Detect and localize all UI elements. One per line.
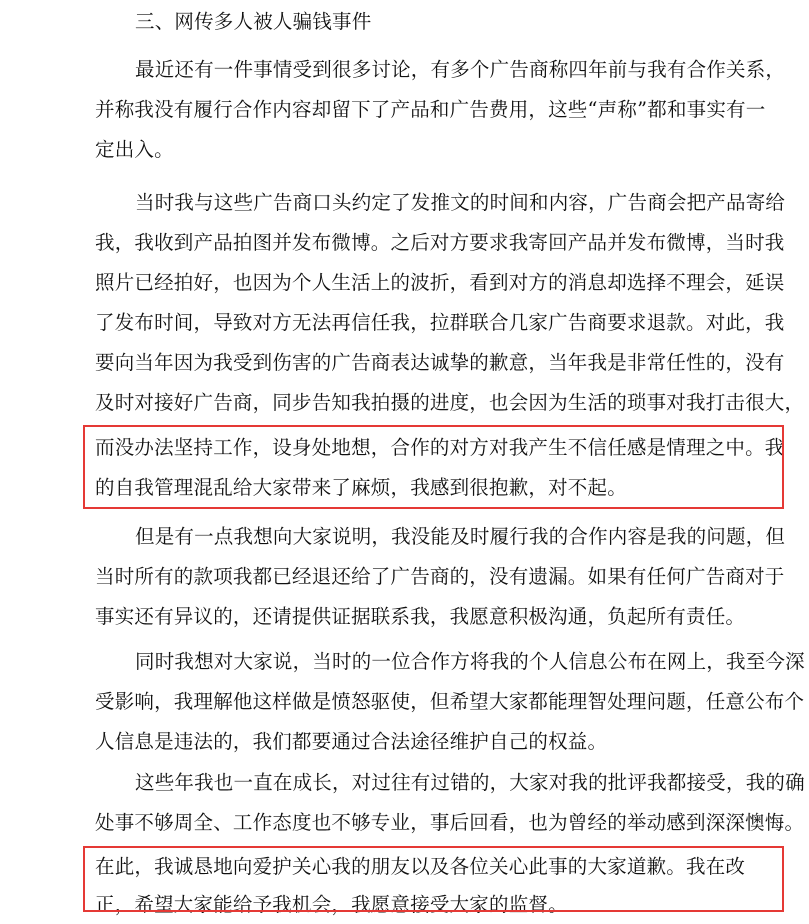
paragraph-1-line-1: 最近还有一件事情受到很多讨论，有多个广告商称四年前与我有合作关系，	[135, 58, 786, 81]
paragraph-1-line-3: 定出入。	[95, 138, 174, 161]
paragraph-4-line-1: 同时我想对大家说，当时的一位合作方将我的个人信息公布在网上，我至今深	[135, 650, 805, 673]
paragraph-5-line-4: 正，希望大家能给予我机会，我愿意接受大家的监督。	[95, 893, 568, 916]
paragraph-2-line-1: 当时我与这些广告商口头约定了发推文的时间和内容，广告商会把产品寄给	[135, 191, 786, 214]
paragraph-4-line-3: 人信息是违法的，我们都要通过合法途径维护自己的权益。	[95, 730, 608, 753]
highlight-box-apology-1	[83, 425, 784, 509]
paragraph-2-line-4: 了发布时间，导致对方无法再信任我，拉群联合几家广告商要求退款。对此，我	[95, 311, 785, 334]
paragraph-2-line-3: 照片已经拍好，也因为个人生活上的波折，看到对方的消息却选择不理会，延误	[95, 271, 785, 294]
paragraph-2-line-7: 而没办法坚持工作，设身处地想，合作的对方对我产生不信任感是情理之中。我	[95, 436, 785, 459]
paragraph-2-line-2: 我，我收到产品拍图并发布微博。之后对方要求我寄回产品并发布微博，当时我	[95, 231, 785, 254]
paragraph-5-line-2: 处事不够周全、工作态度也不够专业，事后回看，也为曾经的举动感到深深懊悔。	[95, 811, 805, 834]
paragraph-2-line-8: 的自我管理混乱给大家带来了麻烦，我感到很抱歉，对不起。	[95, 476, 627, 499]
section-heading: 三、网传多人被人骗钱事件	[135, 10, 372, 33]
paragraph-2-line-5: 要向当年因为我受到伤害的广告商表达诚挚的歉意，当年我是非常任性的，没有	[95, 351, 785, 374]
paragraph-1-line-2: 并称我没有履行合作内容却留下了产品和广告费用，这些“声称”都和事实有一	[95, 98, 766, 121]
paragraph-3-line-2: 当时所有的款项我都已经退还给了广告商的，没有遗漏。如果有任何广告商对于	[95, 565, 785, 588]
paragraph-3-line-3: 事实还有异议的，还请提供证据联系我，我愿意积极沟通，负起所有责任。	[95, 605, 746, 628]
paragraph-2-line-6: 及时对接好广告商，同步告知我拍摄的进度，也会因为生活的琐事对我打击很大，	[95, 391, 805, 414]
highlight-box-apology-2	[83, 846, 784, 912]
paragraph-5-line-3: 在此，我诚恳地向爱护关心我的朋友以及各位关心此事的大家道歉。我在改	[95, 855, 746, 878]
paragraph-4-line-2: 受影响，我理解他这样做是愤怒驱使，但希望大家都能理智处理问题，任意公布个	[95, 690, 805, 713]
paragraph-3-line-1: 但是有一点我想向大家说明，我没能及时履行我的合作内容是我的问题，但	[135, 525, 786, 548]
paragraph-5-line-1: 这些年我也一直在成长，对过往有过错的，大家对我的批评我都接受，我的确	[135, 771, 805, 794]
